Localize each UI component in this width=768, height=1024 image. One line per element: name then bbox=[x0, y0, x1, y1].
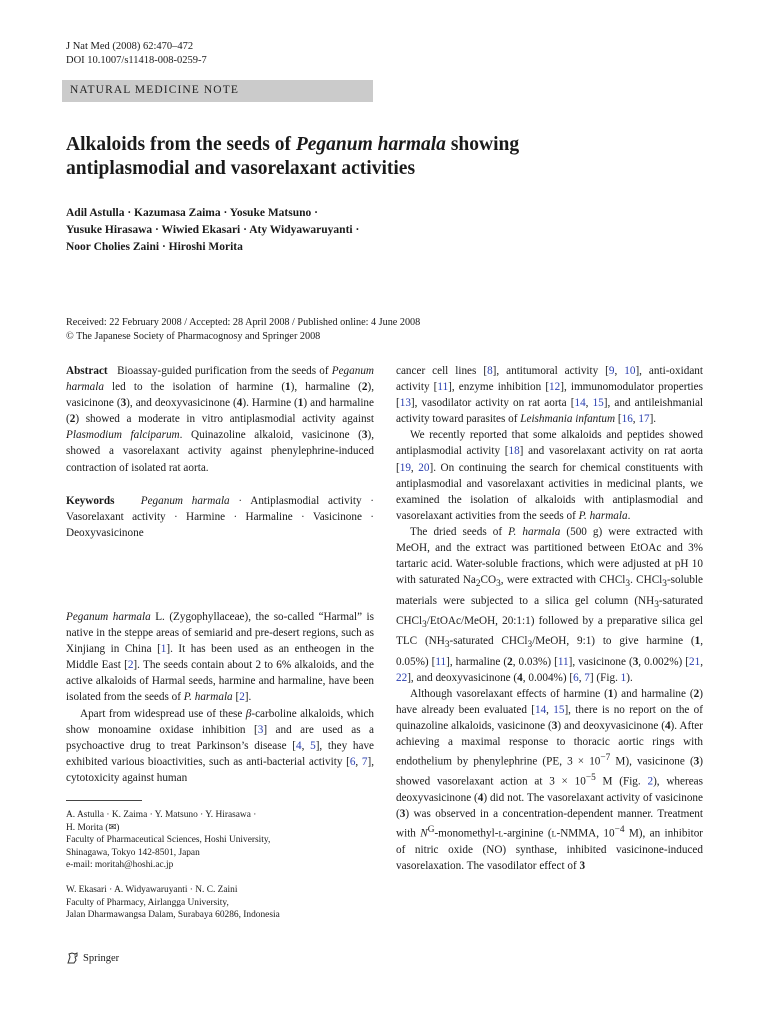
body-text: /EtOAc/MeOH, 20:1:1) followed by a preparative silica gel TLC (NH bbox=[396, 614, 703, 648]
citation-link[interactable]: 4 bbox=[295, 739, 302, 752]
citation-link[interactable]: 17 bbox=[638, 413, 650, 426]
title-text: Alkaloids from the seeds of bbox=[66, 134, 296, 155]
body-text: . CHCl bbox=[630, 574, 663, 587]
citation-link[interactable]: 6 bbox=[573, 671, 579, 684]
body-text: ), whereas deoxyvasicinone ( bbox=[396, 775, 704, 804]
body-text: ], and antileishmanial activity toward parasites of bbox=[396, 397, 704, 426]
body-text: Although vasorelaxant effects of harmine ( bbox=[410, 687, 608, 700]
affiliation-line: Faculty of Pharmacy, Airlangga University, bbox=[66, 897, 229, 908]
body-text: , bbox=[578, 671, 585, 684]
citation-link[interactable]: 7 bbox=[584, 671, 590, 684]
body-text: , bbox=[301, 739, 311, 752]
citation-link[interactable]: 13 bbox=[399, 397, 411, 410]
body-text: , 0.03%) [ bbox=[512, 655, 558, 668]
body-text: ) was observed in a concentration-dependent manner. Treatment with bbox=[396, 807, 703, 840]
body-text: -NMMA, 10 bbox=[556, 827, 615, 840]
abstract-text: . Quinazoline alkaloid, vasicinone ( bbox=[179, 429, 362, 442]
abstract-text: ). Harmine ( bbox=[242, 397, 298, 410]
citation-link[interactable]: 11 bbox=[557, 655, 569, 668]
body-text: ], there is no report on the of quinazoline alkaloids, vasicinone ( bbox=[396, 703, 704, 732]
affiliation-block bbox=[66, 884, 376, 922]
email-line[interactable]: e-mail: moritah@hoshi.ac.jp bbox=[66, 860, 174, 871]
subscript: 3 bbox=[662, 579, 667, 590]
body-text: ], antitumoral activity [ bbox=[492, 365, 609, 377]
body-text: ]. bbox=[244, 691, 252, 704]
publisher-footer bbox=[66, 951, 119, 965]
body-text: M), vasicinone ( bbox=[610, 755, 694, 768]
body-paragraph bbox=[396, 363, 703, 427]
author-line: Yusuke Hirasawa · Wiwied Ekasari · Aty Widyawaruyanti · bbox=[66, 224, 360, 236]
title-text: showing bbox=[445, 134, 520, 155]
body-text: ) and harmaline ( bbox=[613, 687, 694, 700]
citation-link[interactable]: 5 bbox=[310, 739, 316, 752]
author-line: Adil Astulla · Kazumasa Zaima · Yosuke Matsuno · bbox=[66, 207, 318, 219]
subscript: 3 bbox=[422, 620, 427, 631]
publisher-name: Springer bbox=[83, 952, 120, 964]
body-text: ). bbox=[626, 671, 633, 684]
springer-horse-logo-icon bbox=[66, 951, 80, 965]
author-line: Noor Cholies Zaini · Hiroshi Morita bbox=[66, 241, 243, 253]
subscript: 3 bbox=[444, 640, 450, 651]
body-text: ) showed vasorelaxant action at 3 × 10 bbox=[396, 755, 703, 788]
small-caps: l bbox=[551, 827, 557, 840]
received-dates: Received: 22 February 2008 / Accepted: 28 April 2008 / Published online: 4 June 2008 bbox=[66, 317, 421, 328]
body-text: ). After achieving a maximal response to thoracic aortic rings with endothelium by phenylephrine (PE, 3 × 10 bbox=[396, 719, 703, 768]
citation-link[interactable]: 18 bbox=[508, 445, 520, 458]
body-text: ]. The seeds contain about 2 to 6% alkaloids, and the active alkaloids of Harmal seeds, harmine and harmaline, have been isolated from the seeds of bbox=[66, 659, 374, 704]
body-text: , bbox=[614, 365, 625, 377]
compound-number: 4 bbox=[517, 671, 523, 684]
body-text: [ bbox=[235, 691, 240, 704]
body-text: ], anti-oxidant activity [ bbox=[396, 365, 703, 394]
citation-link[interactable]: 22 bbox=[396, 671, 408, 684]
abstract-text: ), and deoxyvasicinone ( bbox=[126, 397, 237, 410]
body-text: /MeOH, 9:1) to give harmine ( bbox=[532, 635, 695, 648]
footnote-divider bbox=[66, 800, 142, 801]
body-text: ], and deoxyvasicinone ( bbox=[407, 671, 518, 684]
superscript: −4 bbox=[614, 824, 625, 835]
body-italic: P. harmala bbox=[578, 509, 628, 522]
journal-doi: DOI 10.1007/s11418-008-0259-7 bbox=[66, 55, 207, 66]
citation-link[interactable]: 14 bbox=[534, 703, 547, 716]
body-text: ) and deoxyvasicinone ( bbox=[557, 719, 665, 732]
body-text: , bbox=[585, 397, 593, 410]
body-paragraph bbox=[396, 427, 703, 524]
citation-link[interactable]: 20 bbox=[418, 461, 430, 474]
abstract-italic: Peganum harmala bbox=[66, 365, 374, 394]
affiliation-line: A. Astulla · K. Zaima · Y. Matsuno · Y. Hirasawa · bbox=[66, 810, 257, 820]
body-text: ) did not. The vasorelaxant activity of vasicinone ( bbox=[396, 791, 703, 820]
intro-paragraph bbox=[66, 706, 374, 786]
citation-link[interactable]: 7 bbox=[361, 755, 368, 768]
body-text: ] and vasorelaxant activity on rat aorta [ bbox=[396, 445, 703, 474]
body-italic: N bbox=[420, 827, 428, 840]
compound-number: 2 bbox=[507, 655, 513, 668]
copyright-line: © The Japanese Society of Pharmacognosy and Springer 2008 bbox=[66, 330, 321, 342]
article-title bbox=[66, 133, 706, 181]
compound-number: 2 bbox=[693, 687, 700, 700]
body-text: ], cytotoxicity against human bbox=[66, 755, 375, 784]
compound-number: 1 bbox=[694, 635, 701, 648]
body-text: ], they have exhibited various bioactivities, such as anti-bacterial activity [ bbox=[66, 739, 375, 768]
journal-header bbox=[66, 40, 207, 68]
body-text: ]. bbox=[649, 413, 657, 426]
left-column bbox=[66, 363, 374, 786]
body-text: ) have already been evaluated [ bbox=[396, 687, 703, 716]
citation-link[interactable]: 6 bbox=[349, 755, 356, 768]
subscript: 3 bbox=[654, 599, 659, 610]
body-text: , 0.05%) [ bbox=[396, 635, 703, 668]
body-text: ]. On continuing the search for chemical constituents with antiplasmodial and vasorelaxant activities in medicinal plants, we examined the isolation of alkaloids with antiplasmodial and vasorelaxant activities from the seeds of bbox=[396, 461, 703, 522]
compound-number: 4 bbox=[664, 719, 671, 732]
abstract-text: ), harmaline ( bbox=[290, 381, 362, 394]
compound-number: 3 bbox=[693, 755, 700, 768]
body-text: M (Fig. bbox=[595, 775, 648, 788]
citation-link[interactable]: 16 bbox=[621, 413, 633, 426]
citation-link[interactable]: 9 bbox=[608, 365, 615, 377]
compound-number: 3 bbox=[551, 719, 558, 732]
citation-link[interactable]: 15 bbox=[592, 397, 604, 410]
citation-link[interactable]: 14 bbox=[574, 397, 586, 410]
compound-number: 3 bbox=[399, 807, 406, 820]
citation-link[interactable]: 11 bbox=[435, 655, 447, 668]
superscript: −7 bbox=[600, 753, 611, 764]
body-text: ], immunomodulator properties [ bbox=[396, 381, 703, 410]
compound-number: 1 bbox=[285, 381, 291, 394]
compound-number: 3 bbox=[120, 397, 127, 410]
citation-link[interactable]: 19 bbox=[399, 461, 411, 474]
body-text: ]. It has been used as an entheogen in the Middle East [ bbox=[66, 643, 374, 672]
body-text: ] and are used as a psychoactive drug to treat Parkinson’s disease [ bbox=[66, 723, 374, 752]
affiliation-block bbox=[66, 809, 376, 872]
subscript: 3 bbox=[625, 579, 631, 590]
body-text: , bbox=[700, 655, 703, 668]
body-text: ], vasodilator activity on rat aorta [ bbox=[410, 397, 575, 410]
affiliation-line: Faculty of Pharmaceutical Sciences, Hoshi University, bbox=[66, 835, 271, 846]
abstract-text: ) showed a moderate in vitro antiplasmodial activity against bbox=[75, 413, 374, 426]
citation-link[interactable]: 3 bbox=[257, 723, 264, 736]
body-text: cancer cell lines [ bbox=[396, 365, 488, 377]
body-text: ], vasicinone ( bbox=[568, 655, 633, 668]
abstract-label: Abstract bbox=[66, 365, 108, 377]
compound-number: 3 bbox=[579, 859, 586, 872]
body-text: ], enzyme inhibition [ bbox=[448, 381, 550, 394]
body-text: [ bbox=[617, 413, 622, 426]
body-text: CO bbox=[480, 574, 497, 587]
body-text: -soluble materials were subjected to a silica gel column (NH bbox=[396, 574, 703, 607]
body-text: , were extracted with CHCl bbox=[500, 574, 626, 587]
body-text: (500 g) were extracted with MeOH, and the extract was partitioned between EtOAc and 3% tartaric acid. Water-soluble fractions, which were adjusted at pH 10 with saturated Na bbox=[396, 525, 704, 587]
abstract-text: led to the isolation of harmine ( bbox=[112, 381, 286, 394]
body-text: ] (Fig. bbox=[589, 671, 621, 684]
figure-link[interactable]: 1 bbox=[620, 671, 627, 684]
compound-number: 2 bbox=[361, 381, 368, 394]
body-paragraph bbox=[396, 524, 703, 686]
body-text: M), an inhibitor of nitric oxide (NO) synthase, inhibited vasicinone-induced vasorelaxation. The vasodilator effect of bbox=[396, 827, 704, 872]
body-italic: β bbox=[245, 707, 252, 720]
citation-link[interactable]: 1 bbox=[160, 643, 167, 656]
publication-dates bbox=[66, 316, 706, 343]
affiliation-line: H. Morita (✉) bbox=[66, 822, 120, 833]
body-italic: P. harmala bbox=[183, 691, 233, 704]
keywords-label: Keywords bbox=[66, 494, 115, 507]
compound-number: 2 bbox=[69, 413, 76, 426]
abstract-italic: Plasmodium falciparum bbox=[66, 429, 180, 442]
abstract-text: ), vasicinone ( bbox=[66, 381, 374, 410]
body-text: , bbox=[355, 755, 362, 768]
body-text: , 0.002%) [ bbox=[638, 655, 690, 668]
abstract-text: ), showed a vasorelaxant activity against phenylephrine-induced contraction of isolated rat aorta. bbox=[66, 429, 375, 474]
compound-number: 3 bbox=[361, 429, 368, 442]
body-text: , 0.004%) [ bbox=[522, 671, 574, 684]
subscript: 3 bbox=[527, 640, 533, 651]
body-text: Apart from widespread use of these bbox=[80, 707, 246, 720]
body-text: -arginine ( bbox=[503, 827, 552, 840]
body-text: -carboline alkaloids, which show monoamine oxidase inhibition [ bbox=[66, 707, 375, 736]
keyword-italic: Peganum harmala bbox=[140, 494, 230, 507]
citation-link[interactable]: 21 bbox=[689, 655, 701, 668]
journal-citation: J Nat Med (2008) 62:470–472 bbox=[66, 41, 194, 52]
body-paragraph bbox=[396, 686, 703, 874]
body-text: ], harmaline ( bbox=[446, 655, 508, 668]
title-text: antiplasmodial and vasorelaxant activities bbox=[66, 158, 416, 179]
abstract-text: Bioassay-guided purification from the seeds of bbox=[117, 365, 329, 377]
body-text: -saturated CHCl bbox=[396, 594, 703, 627]
author-list bbox=[66, 205, 706, 256]
citation-link[interactable]: 2 bbox=[239, 691, 245, 704]
superscript: −5 bbox=[585, 772, 596, 783]
affiliation-line: Shinagawa, Tokyo 142-8501, Japan bbox=[66, 847, 200, 858]
superscript: G bbox=[427, 824, 435, 835]
compound-number: 4 bbox=[477, 791, 484, 804]
citation-link[interactable]: 11 bbox=[437, 381, 449, 394]
citation-link[interactable]: 8 bbox=[487, 365, 493, 377]
body-text: The dried seeds of bbox=[410, 525, 503, 538]
subscript: 3 bbox=[496, 579, 501, 590]
affiliation-line: Jalan Dharmawangsa Dalam, Surabaya 60286, Indonesia bbox=[66, 910, 280, 921]
citation-link[interactable]: 15 bbox=[553, 703, 565, 716]
compound-number: 3 bbox=[632, 655, 639, 668]
abstract-text: ) and harmaline ( bbox=[66, 397, 374, 426]
body-italic: Leishmania infantum bbox=[520, 413, 616, 426]
body-text: , bbox=[546, 703, 554, 716]
body-italic: Peganum harmala bbox=[66, 610, 151, 623]
compound-number: 1 bbox=[607, 687, 614, 700]
compound-number: 4 bbox=[236, 397, 243, 410]
body-text: We recently reported that some alkaloids and peptides showed antiplasmodial activity [ bbox=[396, 429, 703, 458]
body-text: , bbox=[632, 413, 639, 426]
small-caps: l bbox=[498, 827, 504, 840]
citation-link[interactable]: 12 bbox=[549, 381, 561, 394]
citation-link[interactable]: 2 bbox=[127, 659, 134, 672]
article-type-banner: NATURAL MEDICINE NOTE bbox=[62, 80, 373, 102]
intro-paragraph bbox=[66, 609, 374, 706]
right-column bbox=[396, 363, 703, 874]
subscript: 2 bbox=[475, 579, 481, 590]
figure-link[interactable]: 2 bbox=[647, 775, 654, 788]
abstract bbox=[66, 363, 374, 476]
affiliation-line: W. Ekasari · A. Widyawaruyanti · N. C. Zaini bbox=[66, 885, 238, 895]
body-text: -saturated CHCl bbox=[449, 635, 528, 648]
keywords bbox=[66, 493, 374, 541]
citation-link[interactable]: 10 bbox=[624, 365, 636, 377]
compound-number: 1 bbox=[297, 397, 304, 410]
body-text: L. (Zygophyllaceae), the so-called “Harmal” is native in the steppe areas of semiarid and pre-desert regions, such as Xinjiang in China [ bbox=[66, 610, 375, 656]
body-text: , bbox=[410, 461, 419, 474]
body-text: . bbox=[627, 509, 631, 522]
body-italic: P. harmala bbox=[508, 525, 561, 538]
title-species: Peganum harmala bbox=[295, 134, 446, 155]
keywords-text: · Antiplasmodial activity · Vasorelaxant activity · Harmine · Harmaline · Vasicinone · Deoxyvasicinone bbox=[66, 494, 375, 539]
body-text: -monomethyl- bbox=[434, 827, 499, 840]
